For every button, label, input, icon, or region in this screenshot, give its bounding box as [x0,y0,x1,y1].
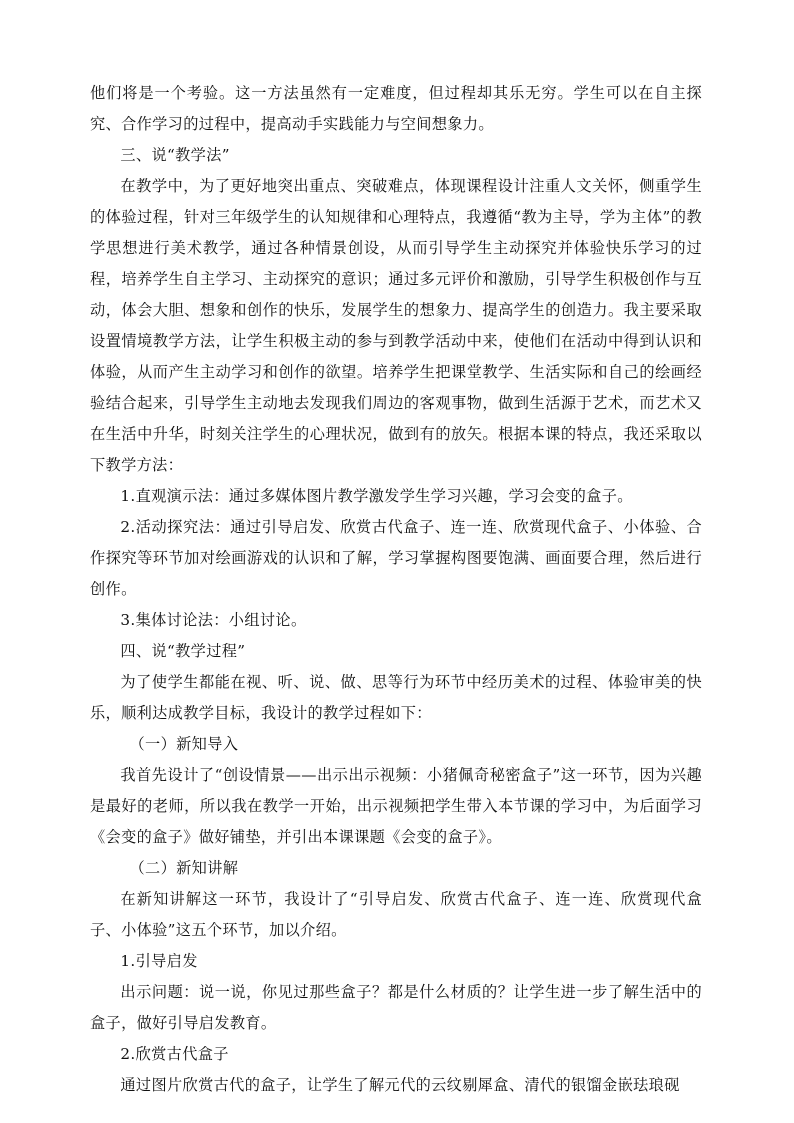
subheading-new-knowledge-intro: （一）新知导入 [129,735,239,753]
section-heading-teaching-process: 四、说“教学过程” [120,642,246,660]
list-item-group-discussion-method: 3.集体讨论法：小组讨论。 [120,611,307,629]
paragraph-continuation: 他们将是一个考验。这一方法虽然有一定难度，但过程却其乐无穷。学生可以在自主探究、合作学习的过程中，提高动手实践能力与空间想象力。 [90,84,702,133]
item-heading-ancient-boxes: 2.欣赏古代盒子 [120,1045,229,1063]
paragraph-teaching-method: 在教学中，为了更好地突出重点、突破难点，体现课程设计注重人文关怀，侧重学生的体验过程，针对三年级学生的认知规律和心理特点，我遵循“教为主导，学为主体”的教学思想进行美术教学，通过各种情景创设，从而引导学生主动探究并体验快乐学习的过程，培养学生自主学习、主动探究的意识；通过多元评价和激励，引导学生积极创作与互动，体会大胆、想象和创作的快乐，发展学生的想象力、提高学生的创造力。我主要采取设置情境教学方法，让学生积极主动的参与到教学活动中来，使他们在活动中得到认识和体验，从而产生主动学习和创作的欲望。培养学生把课堂教学、生活实际和自己的绘画经验结合起来，引导学生主动地去发现我们周边的客观事物，做到生活源于艺术，而艺术又在生活中升华，时刻关注学生的心理状况，做到有的放矢。根据本课的特点，我还采取以下教学方法： [90,177,702,474]
section-heading-teaching-method: 三、说“教学法” [120,146,230,164]
subheading-new-knowledge-explanation: （二）新知讲解 [129,859,239,877]
paragraph-new-knowledge-intro: 我首先设计了“创设情景——出示出示视频：小猪佩奇秘密盒子”这一环节，因为兴趣是最好的老师，所以我在教学一开始，出示视频把学生带入本节课的学习中，为后面学习《会变的盒子》做好铺垫，并引出本课课题《会变的盒子》。 [90,766,702,846]
list-item-activity-inquiry-method: 2.活动探究法：通过引导启发、欣赏古代盒子、连一连、欣赏现代盒子、小体验、合作探究等环节加对绘画游戏的认识和了解，学习掌握构图要饱满、画面要合理，然后进行创作。 [90,518,702,598]
paragraph-guidance: 出示问题：说一说，你见过那些盒子？都是什么材质的？让学生进一步了解生活中的盒子，做好引导启发教育。 [90,983,702,1032]
item-heading-guidance: 1.引导启发 [120,952,198,970]
document-body [90,78,702,1101]
paragraph-teaching-process-intro: 为了使学生都能在视、听、说、做、思等行为环节中经历美术的过程、体验审美的快乐，顺利达成教学目标，我设计的教学过程如下： [90,673,702,722]
list-item-demonstration-method: 1.直观演示法：通过多媒体图片教学激发学生学习兴趣，学习会变的盒子。 [120,487,633,505]
paragraph-new-knowledge-explanation: 在新知讲解这一环节，我设计了“引导启发、欣赏古代盒子、连一连、欣赏现代盒子、小体验”这五个环节，加以介绍。 [90,890,702,939]
paragraph-ancient-boxes: 通过图片欣赏古代的盒子，让学生了解元代的云纹剔犀盒、清代的银馏金嵌珐琅砚 [120,1076,680,1094]
